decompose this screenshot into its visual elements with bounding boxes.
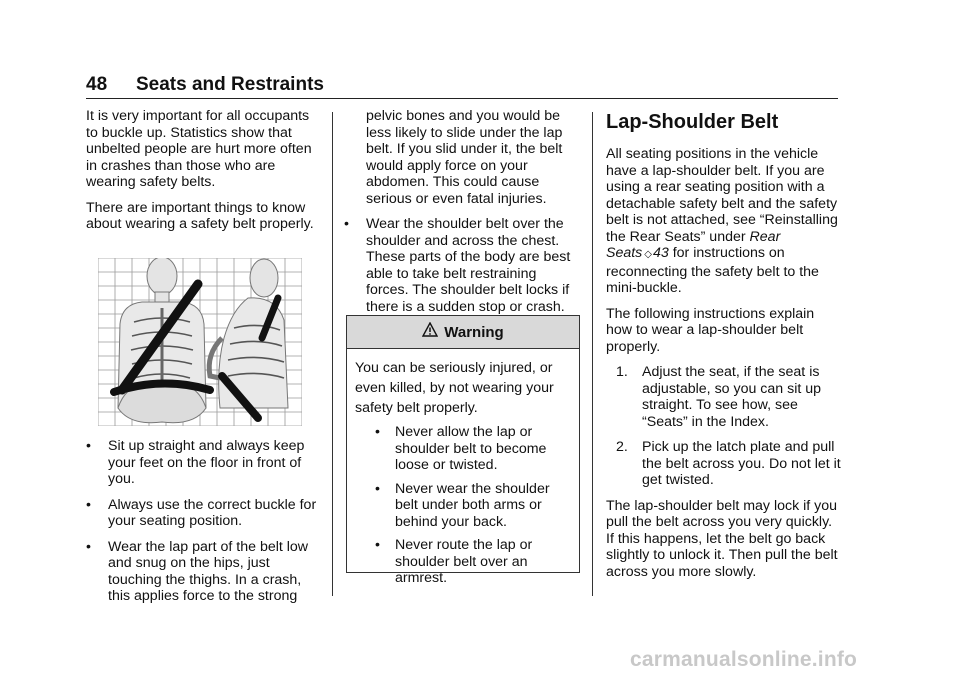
warning-icon — [422, 322, 438, 343]
rear-seats-link[interactable]: Rear Seats — [606, 228, 781, 261]
section-heading: Lap-Shoulder Belt — [606, 111, 779, 133]
page-number: 48 — [86, 74, 108, 95]
page-ref-arrow-icon: ◇ — [644, 249, 652, 260]
warning-header — [347, 316, 579, 349]
list-item: • Never route the lap or shoulder belt over an armrest. — [375, 537, 533, 586]
lap-shoulder-intro: All seating positions in the vehicle have a lap-shoulder belt. If you are using a rear seating position with a detachable safety belt and the safety belt is not attached, see “Reinstalling the Rear Seats” under Rear Seats ◇43 for instructions on reconnecting the safety belt to the mini-buckle. — [606, 146, 838, 296]
bullet-glyph: • — [375, 480, 380, 497]
column-2 — [344, 108, 580, 324]
step-2-note: The lap-shoulder belt may lock if you pull the belt across you very quickly. If this happens, let the belt go back slightly to unlock it. Then pull the belt across you more slowly. — [606, 497, 838, 580]
page-header — [86, 72, 838, 99]
section-title: Seats and Restraints — [136, 74, 324, 95]
bullet-glyph: • — [375, 424, 380, 440]
column-1-bullets — [86, 438, 322, 614]
list-item: • Sit up straight and always keep your feet on the floor in front of you. — [86, 438, 305, 487]
list-item: • Always use the correct buckle for your seating position. — [86, 496, 317, 529]
list-item: • Wear the shoulder belt over the shoulder and across the chest. These parts of the body are best able to take belt restraining forces. The shoulder belt locks if there is a sudden stop or crash. — [344, 216, 571, 315]
list-item: 2. Pick up the latch plate and pull the belt across you. Do not let it get twisted. — [616, 439, 841, 488]
instructions-intro: The following instructions explain how to wear a lap-shoulder belt properly. — [606, 305, 815, 355]
list-item: • Never wear the shoulder belt under both arms or behind your back. — [375, 480, 550, 530]
watermark: carmanualsonline.info — [630, 648, 858, 671]
warning-body — [347, 349, 579, 587]
warning-box — [346, 315, 580, 586]
bullet-glyph: • — [375, 537, 380, 553]
intro-paragraph: It is very important for all occupants to buckle up. Statistics show that unbelted people are hurt more often in crashes than those who are wearing safety belts. — [86, 108, 312, 190]
list-item: • Never allow the lap or shoulder belt to become loose or twisted. — [375, 424, 547, 473]
bullet-glyph: • — [344, 216, 349, 232]
page-ref-number[interactable]: 43 — [652, 245, 669, 261]
list-item: 1. Adjust the seat, if the seat is adjustable, so you can sit up straight. To see how, see “Seats” in the Index. — [616, 364, 822, 430]
seatbelt-illustration — [98, 258, 302, 426]
column-divider-1 — [332, 112, 333, 596]
column-divider-2 — [592, 112, 593, 596]
important-things-paragraph: There are important things to know about wearing a safety belt properly. — [86, 199, 314, 232]
lap-belt-continuation: pelvic bones and you would be less likely to slide under the lap belt. If you slid under it, the belt would apply force on your abdomen. This could cause serious or even fatal injuries. — [366, 108, 563, 207]
warning-title: Warning — [444, 323, 504, 341]
warning-intro: You can be seriously injured, or even killed, by not wearing your safety belt properly. — [355, 360, 554, 416]
column-1 — [86, 108, 322, 242]
list-item: • Wear the lap part of the belt low and snug on the hips, just touching the thighs. In a crash, this applies force to the strong — [86, 538, 309, 604]
bullet-glyph: • — [86, 438, 91, 454]
bullet-glyph: • — [86, 496, 91, 513]
column-3 — [606, 108, 842, 589]
bullet-glyph: • — [86, 538, 91, 555]
